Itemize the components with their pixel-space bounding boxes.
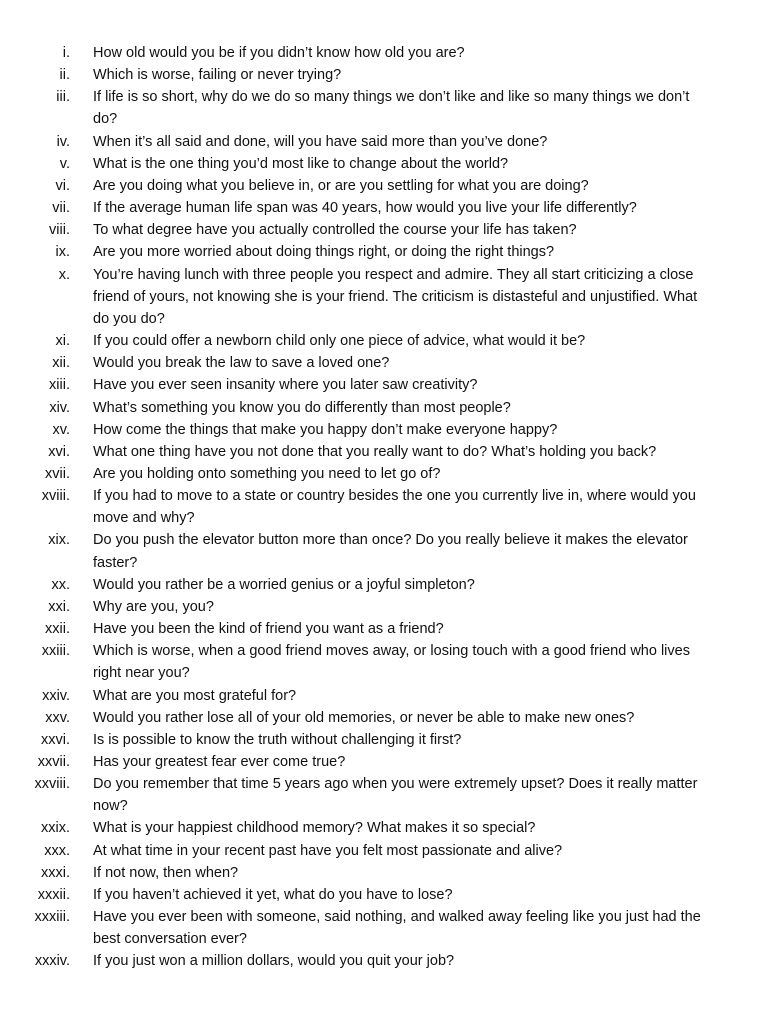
question-item	[0, 419, 768, 441]
question-text: You’re having lunch with three people you respect and admire. They all start criticizing a close friend of yours, not knowing she is your friend. The criticism is distasteful and unjustified. What do you do?	[93, 266, 698, 327]
question-item	[0, 153, 768, 175]
question-numeral: viii.	[49, 222, 70, 239]
question-numeral: xvi.	[48, 443, 70, 460]
question-numeral: xxix.	[41, 820, 70, 837]
question-text: Has your greatest fear ever come true?	[93, 754, 346, 770]
question-text: Which is worse, failing or never trying?	[93, 67, 342, 84]
document-page	[0, 42, 768, 973]
question-item	[0, 330, 768, 352]
question-numeral: ii.	[59, 67, 70, 84]
question-numeral: xix.	[48, 532, 70, 549]
question-text: Would you rather lose all of your old memories, or never be able to make new ones?	[93, 709, 635, 726]
question-item	[0, 950, 768, 972]
question-text: How old would you be if you didn’t know how old you are?	[93, 45, 465, 61]
question-text: Are you more worried about doing things right, or doing the right things?	[93, 244, 555, 261]
question-text: If you could offer a newborn child only one piece of advice, what would it be?	[93, 333, 586, 350]
question-item	[0, 42, 768, 64]
question-text: If not now, then when?	[93, 864, 239, 881]
question-item	[0, 197, 768, 219]
question-numeral: xx.	[51, 576, 70, 593]
question-numeral: iii.	[56, 89, 70, 106]
question-item	[0, 574, 768, 596]
question-text: What is the one thing you’d most like to change about the world?	[93, 155, 509, 172]
question-item	[0, 397, 768, 419]
question-text: If life is so short, why do we do so many things we don’t like and like so many things we don’t do?	[93, 89, 690, 128]
question-item	[0, 175, 768, 197]
question-numeral: xxiv.	[42, 687, 70, 704]
question-numeral: xiv.	[49, 399, 70, 416]
question-numeral: xxvii.	[37, 754, 70, 770]
question-item	[0, 618, 768, 640]
question-text: Are you holding onto something you need to let go of?	[93, 465, 441, 482]
question-text: Are you doing what you believe in, or are you settling for what you are doing?	[93, 177, 589, 194]
question-text: If you haven’t achieved it yet, what do you have to lose?	[93, 886, 453, 903]
question-numeral: xxiii.	[41, 643, 70, 660]
question-item	[0, 485, 768, 529]
question-numeral: vii.	[52, 200, 70, 217]
question-numeral: xxv.	[45, 709, 70, 726]
question-text: What one thing have you not done that you really want to do? What’s holding you back?	[93, 443, 657, 460]
question-item	[0, 219, 768, 241]
question-text: What is your happiest childhood memory? What makes it so special?	[93, 820, 536, 837]
question-item	[0, 441, 768, 463]
question-text: Would you break the law to save a loved one?	[93, 355, 390, 372]
question-numeral: v.	[59, 155, 70, 172]
question-item	[0, 596, 768, 618]
question-numeral: vi.	[55, 177, 70, 194]
question-item	[0, 640, 768, 684]
question-numeral: xxviii.	[34, 776, 70, 793]
question-numeral: xi.	[55, 333, 70, 350]
question-text: Have you ever been with someone, said nothing, and walked away feeling like you just had the best conversation ever?	[93, 909, 701, 948]
question-numeral: x.	[58, 266, 70, 283]
question-numeral: xxxiv.	[34, 953, 70, 970]
question-item	[0, 264, 768, 330]
question-text: If you had to move to a state or country besides the one you currently live in, where would you move and why?	[93, 488, 696, 527]
question-numeral: xv.	[52, 421, 70, 438]
question-text: To what degree have you actually controlled the course your life has taken?	[93, 222, 577, 239]
question-item	[0, 884, 768, 906]
question-text: If the average human life span was 40 years, how would you live your life differently?	[93, 200, 637, 217]
question-item	[0, 751, 768, 773]
question-text: Do you remember that time 5 years ago when you were extremely upset? Does it really matter now?	[93, 776, 698, 815]
question-text: At what time in your recent past have you felt most passionate and alive?	[93, 842, 563, 859]
question-text: Why are you, you?	[93, 598, 214, 615]
question-text: Do you push the elevator button more than once? Do you really believe it makes the elevator faster?	[93, 532, 688, 571]
question-numeral: xxvi.	[41, 731, 70, 748]
question-text: When it’s all said and done, will you have said more than you’ve done?	[93, 133, 548, 150]
question-text: What are you most grateful for?	[93, 687, 297, 704]
question-text: How come the things that make you happy don’t make everyone happy?	[93, 421, 558, 438]
question-item	[0, 817, 768, 839]
question-numeral: xxxii.	[37, 886, 70, 903]
question-list	[0, 42, 768, 973]
question-numeral: xii.	[52, 355, 70, 372]
question-item	[0, 374, 768, 396]
question-text: Is is possible to know the truth without challenging it first?	[93, 731, 462, 748]
question-item	[0, 131, 768, 153]
question-numeral: xiii.	[49, 377, 70, 394]
question-item	[0, 840, 768, 862]
question-text: Which is worse, when a good friend moves away, or losing touch with a good friend who lives right near you?	[93, 643, 690, 682]
question-item	[0, 529, 768, 573]
question-item	[0, 729, 768, 751]
question-numeral: xviii.	[41, 488, 70, 505]
question-numeral: i.	[62, 45, 70, 61]
question-item	[0, 707, 768, 729]
question-item	[0, 352, 768, 374]
question-text: Have you been the kind of friend you want as a friend?	[93, 621, 444, 638]
question-numeral: xvii.	[45, 465, 70, 482]
question-numeral: xxxiii.	[34, 909, 70, 926]
question-item	[0, 463, 768, 485]
question-numeral: ix.	[55, 244, 70, 261]
question-numeral: xxxi.	[41, 864, 70, 881]
question-item	[0, 862, 768, 884]
question-numeral: xxi.	[48, 598, 70, 615]
question-item	[0, 773, 768, 817]
question-text: Would you rather be a worried genius or a joyful simpleton?	[93, 576, 475, 593]
question-item	[0, 906, 768, 950]
question-text: What’s something you know you do differently than most people?	[93, 399, 511, 416]
question-item	[0, 64, 768, 86]
question-item	[0, 241, 768, 263]
question-numeral: iv.	[56, 133, 70, 150]
question-numeral: xxx.	[44, 842, 70, 859]
question-item	[0, 685, 768, 707]
question-item	[0, 86, 768, 130]
question-text: If you just won a million dollars, would you quit your job?	[93, 953, 455, 970]
question-text: Have you ever seen insanity where you later saw creativity?	[93, 377, 478, 394]
question-numeral: xxii.	[45, 621, 70, 638]
